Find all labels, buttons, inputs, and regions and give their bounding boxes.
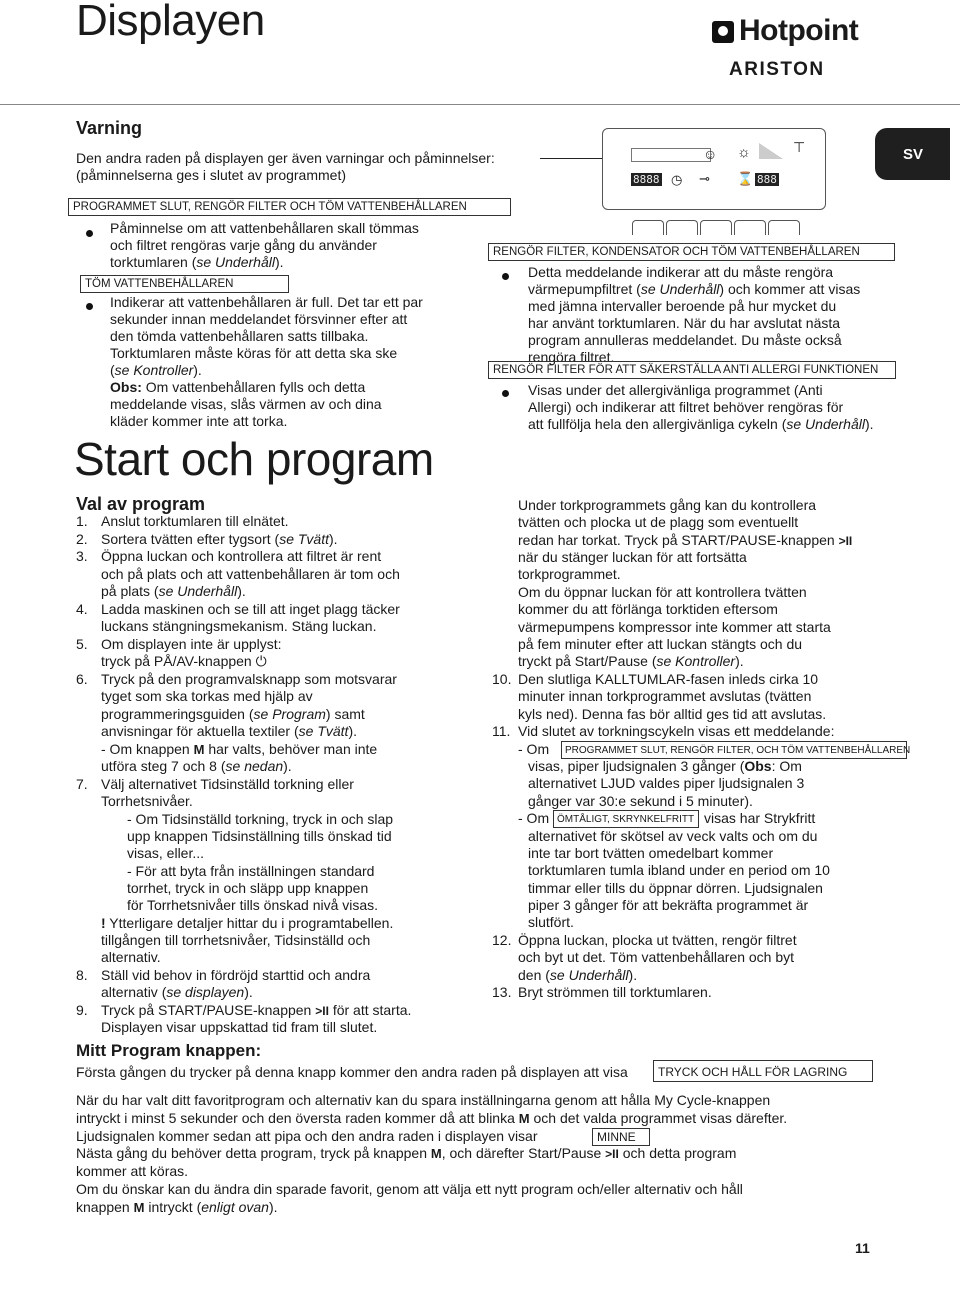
box1-text-2: och filtret rengöras varje gång du använder [110,237,377,253]
my-program-text-8: knappen M intryckt (enligt ovan). [76,1199,278,1215]
hourglass-icon: ⌛ [737,171,754,186]
right-text-5: torkprogrammet. [518,566,621,582]
callout-line [540,158,602,159]
box2-text-4: Torktumlaren måste köras för att detta ska ske [110,345,398,361]
step-number: 2. [76,531,88,547]
step-12-text-2: och byt ut det. Töm vattenbehållaren och byt [518,949,795,965]
step-11-text-3: visas, piper ljudsignalen 3 gånger (Obs: Om [528,758,802,774]
step-number: 3. [76,548,88,564]
box3-text-2: värmepumpfiltret (se Underhåll) och kommer att visas [528,281,861,297]
header-rule [0,104,960,105]
language-tab [875,128,950,180]
message-box-press-hold: TRYCK OCH HÅLL FÖR LAGRING [653,1060,873,1082]
step-7-text-10: tillgången till torrhetsnivåer, Tidsinställd och [101,932,371,948]
step-5-text-1: Om displayen inte är upplyst: [101,636,282,652]
step-6-text-3: programmeringsguiden (se Program) samt [101,706,365,722]
step-11-text-6: - Om [518,810,550,826]
step-11-text-13: slutfört. [528,914,574,930]
step-7-text-7: torrhet, tryck in och släpp upp knappen [127,880,369,896]
step-1-text: Anslut torktumlaren till elnätet. [101,513,289,529]
my-program-text-6: kommer att köras. [76,1163,189,1179]
step-9-text-1: Tryck på START/PAUSE-knappen >II för att starta. [101,1002,412,1018]
message-box-program-end-2: PROGRAMMET SLUT, RENGÖR FILTER, OCH TÖM VATTENBEHÅLLAREN [561,741,907,759]
step-number: 7. [76,776,88,792]
box2-text-5: (se Kontroller). [110,362,202,378]
step-11-text-10: torktumlaren tumla ibland under en period om 10 [528,862,830,878]
power-icon: ⏻ [255,653,267,669]
warning-intro-2: (påminnelserna ges i slutet av programmet) [76,167,347,183]
box1-text-1: Påminnelse om att vattenbehållaren skall tömmas [110,220,419,236]
step-7-text-1: Välj alternativet Tidsinställd torkning eller [101,776,354,792]
step-number: 9. [76,1002,88,1018]
start-pause-icon: >II [315,1004,329,1018]
step-6-text-5: - Om knappen M har valts, behöver man inte [101,741,378,757]
step-number: 11. [492,723,511,739]
step-13-text: Bryt strömmen till torktumlaren. [518,984,712,1000]
right-text-7: kommer du att förlänga torktiden eftersom [518,601,778,617]
step-number: 13. [492,984,512,1000]
right-text-6: Om du öppnar luckan för att kontrollera tvätten [518,584,807,600]
panel-button [734,220,766,235]
box3-text-1: Detta meddelande indikerar att du måste rengöra [528,264,834,280]
language-tab-label: SV [903,146,924,163]
box4-text-1: Visas under det allergivänliga programmet (Anti [528,382,823,398]
right-text-9: på fem minuter efter att luckan stängts och du [518,636,803,652]
step-11-text-8: alternativet för skötsel av veck valts och om du [528,828,818,844]
message-box-delicate: ÖMTÅLIGT, SKRYNKELFRITT [553,810,699,828]
message-box-empty-water: TÖM VATTENBEHÅLLAREN [80,275,289,293]
right-text-4: när du stänger luckan för att fortsätta [518,549,747,565]
step-number: 12. [492,932,512,948]
step-5-text-2: tryck på PÅ/AV-knappen ⏻ [101,653,267,669]
right-text-8: värmepumpens kompressor inte kommer att starta [518,619,831,635]
step-8-text-2: alternativ (se displayen). [101,984,253,1000]
page-title: Displayen [76,0,265,45]
step-number: 1. [76,513,88,529]
step-3-text-1: Öppna luckan och kontrollera att filtret är rent [101,548,382,564]
my-program-text-7: Om du önskar kan du ändra din sparade favorit, genom att välja ett nytt program och/eller alternativ och håll [76,1181,743,1197]
box2-obs-3: kläder kommer inte att torka. [110,413,288,429]
my-program-text-1: Första gången du trycker på denna knapp kommer den andra raden på displayen att visa [76,1064,628,1080]
step-4-text-1: Ladda maskinen och se till att inget plagg täcker [101,601,400,617]
box2-text-1: Indikerar att vattenbehållaren är full. Det tar ett par [110,294,423,310]
key-icon: ⊸ [699,171,710,186]
signal-level-icon [759,143,783,159]
box2-obs-1: Obs: Om vattenbehållaren fylls och detta [110,379,366,395]
step-7-text-2: Torrhetsnivåer. [101,793,193,809]
my-program-heading: Mitt Program knappen: [76,1041,262,1060]
section-title: Start och program [74,433,434,485]
hotpoint-logo-icon [712,21,734,43]
step-7-text-9: ! Ytterligare detaljer hittar du i programtabellen. [101,915,394,931]
step-11-text-4: alternativet LJUD valdes piper ljudsignalen 3 [528,775,805,791]
step-11-text-2: - Om [518,741,550,757]
right-text-10: tryckt på Start/Pause (se Kontroller). [518,653,744,669]
page-number: 11 [855,1240,870,1256]
step-8-text-1: Ställ vid behov in fördröjd starttid och andra [101,967,371,983]
my-program-text-5: Nästa gång du behöver detta program, tryck på knappen M, och därefter Start/Pause >II och detta program [76,1145,737,1161]
step-7-text-3: - Om Tidsinställd torkning, tryck in och slap [127,811,394,827]
step-7-text-11: alternativ. [101,949,161,965]
step-11-text-11: timmar eller tills du öppnar dörren. Ljudsignalen [528,880,823,896]
panel-button [700,220,732,235]
display-text-area [631,148,711,162]
baby-face-icon: ☺ [703,146,718,162]
warning-intro-1: Den andra raden på displayen ger även varningar och påminnelser: [76,150,495,166]
step-3-text-2: och på plats och att vattenbehållaren är tom och [101,566,400,582]
my-program-text-4: Ljudsignalen kommer sedan att pipa och den andra raden i displayen visar [76,1128,538,1144]
step-6-text-2: tyget som ska torkas med hjälp av [101,688,313,704]
box3-text-6: rengöra filtret. [528,349,615,365]
step-6-text-6: utföra steg 7 och 8 (se nedan). [101,758,292,774]
bullet [86,230,93,237]
step-12-text-1: Öppna luckan, plocka ut tvätten, rengör filtret [518,932,797,948]
step-number: 6. [76,671,88,687]
box4-text-2: Allergi) och indikerar att filtret behöver rengöras för [528,399,844,415]
warning-heading: Varning [76,118,143,138]
my-cycle-key-icon: M [430,1146,442,1161]
box2-obs-2: meddelande visas, slås värmen av och dina [110,396,382,412]
my-program-text-3: intryckt i minst 5 sekunder och den översta raden kommer då att blinka M och det valda programmet visas därefter. [76,1110,788,1126]
step-3-text-3: på plats (se Underhåll). [101,583,246,599]
box2-text-3: den tömda vattenbehållaren satts tillbaka. [110,328,369,344]
step-11-text-12: piper 3 gånger för att bekräfta programmet är [528,897,809,913]
message-box-program-end: PROGRAMMET SLUT, RENGÖR FILTER OCH TÖM VATTENBEHÅLLAREN [68,198,511,216]
panel-button [768,220,800,235]
step-11-text-9: inte tar bort tvätten omedelbart kommer [528,845,774,861]
step-number: 4. [76,601,88,617]
box3-text-4: har använt torktumlaren. När du har avslutat nästa [528,315,841,331]
box4-text-3: att fullfölja hela den allergivänliga cykeln (se Underhåll). [528,416,874,432]
step-number: 10. [492,671,512,687]
step-12-text-3: den (se Underhåll). [518,967,638,983]
my-cycle-key-icon: M [193,742,205,757]
message-box-clean-filter: RENGÖR FILTER, KONDENSATOR OCH TÖM VATTENBEHÅLLAREN [488,243,895,261]
step-7-text-6: - För att byta från inställningen standard [127,863,375,879]
bullet [502,390,509,397]
step-number: 5. [76,636,88,652]
box3-text-3: med jämna intervaller beroende på hur mycket du [528,298,837,314]
section-subheading: Val av program [76,494,206,514]
step-4-text-2: luckans stängningsmekanism. Stäng luckan. [101,618,377,634]
bullet [502,273,509,280]
step-7-text-5: visas, eller... [127,845,205,861]
box2-text-2: sekunder innan meddelandet försvinner efter att [110,311,408,327]
step-10-text-1: Den slutliga KALLTUMLAR-fasen inleds cirka 10 [518,671,819,687]
step-2-text: Sortera tvätten efter tygsort (se Tvätt). [101,531,338,547]
clock-icon: ◷ [671,172,683,187]
box3-text-5: program annulleras meddelandet. Du måste också [528,332,842,348]
right-text-2: tvätten och plocka ut de plagg som eventuellt [518,514,799,530]
sun-icon: ☼ [737,144,751,161]
drop-icon: ⊤ [793,139,806,155]
display-digits-right: 888 [757,173,777,186]
step-9-text-2: Displayen visar uppskattad tid fram till slutet. [101,1019,378,1035]
start-pause-icon: >II [605,1147,619,1161]
warning-icon: ! [101,915,106,931]
step-11-text-5: gånger var 30:e sekund i 5 minuter). [528,793,753,809]
step-7-text-4: upp knappen Tidsinställning tills önskad tid [127,828,392,844]
bullet [86,303,93,310]
brand-name: Hotpoint [739,14,859,47]
panel-button [632,220,664,235]
step-11-text-1: Vid slutet av torkningscykeln visas ett meddelande: [518,723,835,739]
display-digits-left: 8888 [633,173,660,186]
step-6-text-1: Tryck på den programvalsknapp som motsvarar [101,671,397,687]
start-pause-icon: >II [838,534,853,548]
my-program-text-2: När du har valt ditt favoritprogram och alternativ kan du spara inställningarna genom att hålla My Cycle-knappen [76,1092,771,1108]
my-cycle-key-icon: M [133,1200,145,1215]
brand-subname: ARISTON [729,59,825,80]
step-6-text-4: anvisningar för aktuella textiler (se Tvätt). [101,723,358,739]
step-11-text-7: visas har Strykfritt [704,810,816,826]
box1-text-3: torktumlaren (se Underhåll). [110,254,284,270]
message-box-anti-allergy: RENGÖR FILTER FÖR ATT SÄKERSTÄLLA ANTI ALLERGI FUNKTIONEN [488,361,896,379]
step-10-text-2: minuter innan torkprogrammet avslutas (tvätten [518,688,812,704]
my-cycle-key-icon: M [518,1111,530,1126]
display-panel [602,128,826,210]
step-number: 8. [76,967,88,983]
step-10-text-3: kyls ned). Denna fas bör alltid ges tid att avslutas. [518,706,827,722]
right-text-1: Under torkprogrammets gång kan du kontrollera [518,497,817,513]
panel-button [666,220,698,235]
right-text-3: redan har torkat. Tryck på START/PAUSE-knappen >II [518,532,853,548]
step-7-text-8: för Torrhetsnivåer tills önskad nivå visas. [127,897,379,913]
message-box-memory: MINNE [592,1128,650,1146]
